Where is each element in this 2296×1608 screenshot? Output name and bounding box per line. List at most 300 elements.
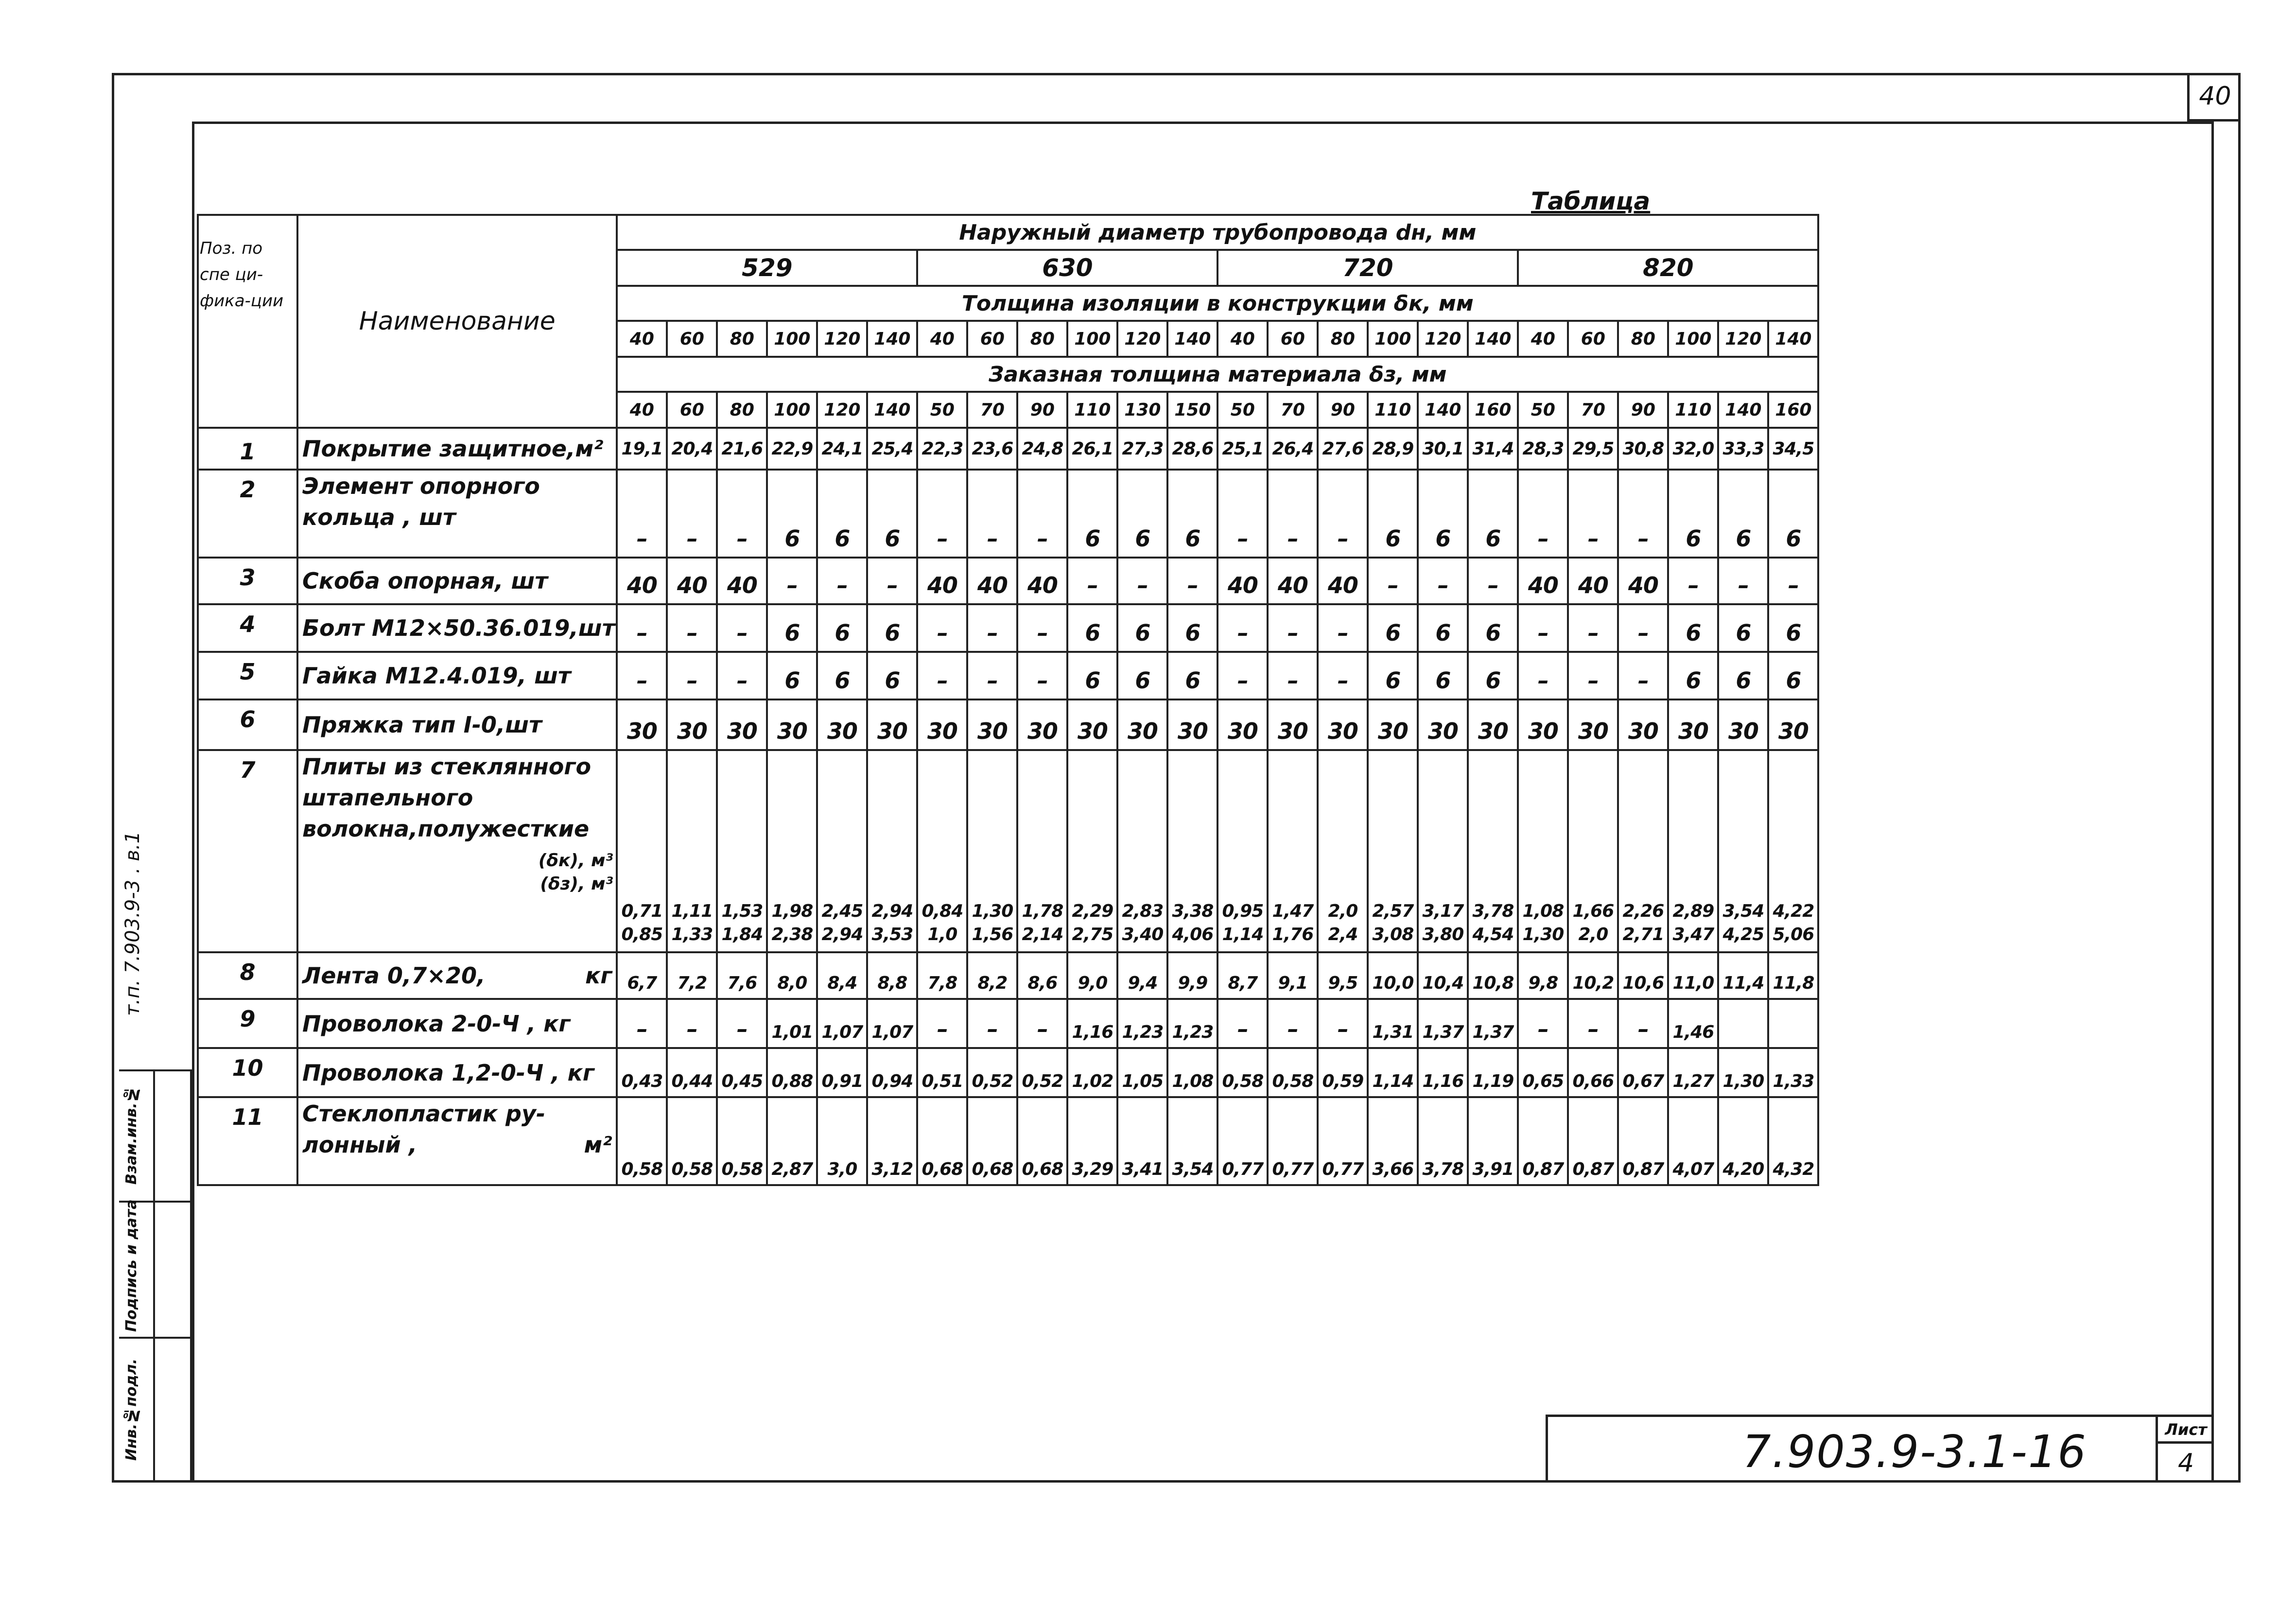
table-cell: –	[1418, 558, 1468, 604]
row-sub-unit-k: (δк), м³	[538, 851, 613, 871]
table-cell: 0,77	[1268, 1097, 1318, 1185]
cell-value-k: 0,95	[1222, 901, 1264, 921]
table-cell: 10,2	[1568, 952, 1618, 999]
header-thickness-value: 100	[767, 321, 817, 357]
table-cell: 1,23	[1167, 999, 1218, 1048]
table-cell: 40	[1318, 558, 1368, 604]
table-cell: 6	[1468, 470, 1518, 558]
table-cell: –	[617, 999, 667, 1048]
table-cell: –	[767, 558, 817, 604]
side-code: т.п. 7.903.9-3 . в.1	[122, 831, 144, 1016]
table-cell	[1468, 750, 1518, 952]
table-cell: –	[1017, 652, 1067, 699]
cell-value-z: 1,30	[1522, 925, 1564, 944]
table-row	[198, 952, 1818, 999]
table-cell	[1568, 750, 1618, 952]
table-cell: 6	[1418, 652, 1468, 699]
table-cell	[1718, 999, 1768, 1048]
header-order-value: 130	[1117, 392, 1167, 428]
cell-value-z: 3,40	[1122, 925, 1164, 944]
table-cell: 1,16	[1418, 1048, 1468, 1097]
table-cell: –	[967, 652, 1017, 699]
table-cell: 6	[1768, 652, 1818, 699]
cell-value-k: 2,29	[1072, 901, 1113, 921]
table-cell: 6	[1167, 604, 1218, 652]
cell-value-z: 3,47	[1672, 925, 1714, 944]
header-order-value: 110	[1067, 392, 1117, 428]
header-thickness-value: 60	[967, 321, 1017, 357]
table-cell: 30	[1418, 699, 1468, 750]
table-cell: 3,91	[1468, 1097, 1518, 1185]
cell-value-k: 1,53	[721, 901, 763, 921]
cell-value-k: 2,89	[1672, 901, 1714, 921]
table-cell: 6	[1067, 470, 1117, 558]
header-order-value: 90	[1017, 392, 1067, 428]
cell-value-z: 2,38	[771, 925, 813, 944]
row-name-text: Гайка М12.4.019, шт	[302, 663, 571, 689]
cell-value-k: 1,98	[771, 901, 813, 921]
cell-value-z: 1,84	[721, 925, 763, 944]
side-stamp-strip	[119, 1069, 192, 1483]
table-cell: 6	[1668, 652, 1718, 699]
cell-value-k: 1,11	[671, 901, 713, 921]
table-cell: 6	[1418, 604, 1468, 652]
table-cell: 6	[817, 604, 867, 652]
table-cell: –	[667, 999, 717, 1048]
header-thickness-value: 60	[1268, 321, 1318, 357]
header-thickness-value: 100	[1067, 321, 1117, 357]
row-position: 4	[198, 604, 297, 652]
table-cell: –	[717, 652, 767, 699]
table-cell: 0,77	[1318, 1097, 1368, 1185]
header-order-value: 70	[967, 392, 1017, 428]
row-position: 10	[198, 1048, 297, 1097]
header-insulation-thickness: Толщина изоляции в конструкции δк, мм	[617, 286, 1818, 321]
table-cell: 30	[1067, 699, 1117, 750]
header-thickness-value: 120	[1418, 321, 1468, 357]
header-thickness-value: 40	[617, 321, 667, 357]
table-cell: 1,07	[817, 999, 867, 1048]
row-name-text: Пряжка тип I-0,шт	[302, 712, 542, 738]
table-cell: –	[1518, 470, 1568, 558]
table-cell: –	[967, 470, 1017, 558]
header-thickness-value: 60	[1568, 321, 1618, 357]
table-cell: –	[1718, 558, 1768, 604]
table-cell: 30,8	[1618, 428, 1668, 470]
table-cell: 0,66	[1568, 1048, 1618, 1097]
table-cell: 0,87	[1518, 1097, 1568, 1185]
table-cell: 9,8	[1518, 952, 1568, 999]
table-cell	[967, 750, 1017, 952]
table-cell: –	[1368, 558, 1418, 604]
table-cell: 0,68	[967, 1097, 1017, 1185]
table-cell: –	[1017, 999, 1067, 1048]
table-cell: 0,68	[917, 1097, 967, 1185]
header-diameter: 720	[1218, 250, 1518, 286]
table-cell	[917, 750, 967, 952]
table-cell: 6	[1668, 470, 1718, 558]
table-cell: 30	[617, 699, 667, 750]
table-cell: –	[617, 604, 667, 652]
table-cell: 30	[967, 699, 1017, 750]
table-cell: 4,07	[1668, 1097, 1718, 1185]
table-cell: 6	[1718, 652, 1768, 699]
cell-value-k: 1,08	[1522, 901, 1564, 921]
table-row	[198, 1048, 1818, 1097]
table-cell	[1618, 750, 1668, 952]
header-order-value: 70	[1268, 392, 1318, 428]
cell-value-z: 3,08	[1372, 925, 1414, 944]
table-cell: 6	[1167, 652, 1218, 699]
table-cell: 30	[1117, 699, 1167, 750]
table-cell: 20,4	[667, 428, 717, 470]
table-cell: –	[967, 604, 1017, 652]
header-order-value: 160	[1768, 392, 1818, 428]
header-diameter: 529	[617, 250, 917, 286]
table-cell: 40	[1017, 558, 1067, 604]
table-cell: 30,1	[1418, 428, 1468, 470]
table-cell: –	[1518, 999, 1568, 1048]
table-cell	[717, 750, 767, 952]
cell-value-z: 4,54	[1472, 925, 1514, 944]
table-cell: 6	[867, 652, 917, 699]
cell-value-z: 0,85	[621, 925, 663, 944]
table-cell: –	[1518, 604, 1568, 652]
header-order-value: 60	[667, 392, 717, 428]
table-cell: –	[1618, 604, 1668, 652]
row-position: 6	[198, 699, 297, 750]
table-cell: 3,29	[1067, 1097, 1117, 1185]
table-row	[198, 558, 1818, 604]
row-name	[297, 470, 617, 558]
header-order-value: 50	[1218, 392, 1268, 428]
row-name-text: Скоба опорная, шт	[302, 568, 548, 594]
table-cell: 6	[1468, 652, 1518, 699]
table-cell: 10,0	[1368, 952, 1418, 999]
table-cell: 4,32	[1768, 1097, 1818, 1185]
table-row	[198, 699, 1818, 750]
header-order-value: 110	[1668, 392, 1718, 428]
header-order-value: 50	[1518, 392, 1568, 428]
table-cell: 40	[617, 558, 667, 604]
header-thickness-value: 40	[1218, 321, 1268, 357]
table-cell: –	[1218, 999, 1268, 1048]
row-sub-unit-z: (δз), м³	[540, 874, 613, 894]
table-cell	[867, 750, 917, 952]
table-cell: 6	[1718, 604, 1768, 652]
header-order-value: 120	[817, 392, 867, 428]
header-order-value: 110	[1368, 392, 1418, 428]
row-position: 9	[198, 999, 297, 1048]
table-cell: 1,33	[1768, 1048, 1818, 1097]
header-thickness-value: 100	[1368, 321, 1418, 357]
table-cell: –	[867, 558, 917, 604]
table-cell	[1218, 750, 1268, 952]
header-thickness-value: 120	[817, 321, 867, 357]
table-cell: 11,4	[1718, 952, 1768, 999]
table-cell: 21,6	[717, 428, 767, 470]
row-name	[297, 999, 617, 1048]
table-cell: 1,30	[1718, 1048, 1768, 1097]
table-cell: 1,07	[867, 999, 917, 1048]
table-cell: 7,2	[667, 952, 717, 999]
table-cell: –	[667, 470, 717, 558]
specification-table	[197, 214, 1819, 1186]
cell-value-z: 3,53	[871, 925, 913, 944]
table-cell: 8,7	[1218, 952, 1268, 999]
table-cell: 30	[817, 699, 867, 750]
cell-value-z: 1,14	[1222, 925, 1264, 944]
table-cell: 30	[1017, 699, 1067, 750]
table-caption: Таблица	[1531, 187, 1651, 215]
table-cell: –	[1117, 558, 1167, 604]
table-cell: 30	[1268, 699, 1318, 750]
header-name: Наименование	[297, 215, 617, 428]
row-position: 5	[198, 652, 297, 699]
table-cell: 0,91	[817, 1048, 867, 1097]
table-cell: 32,0	[1668, 428, 1718, 470]
table-cell	[617, 750, 667, 952]
table-cell: 0,87	[1568, 1097, 1618, 1185]
cell-value-k: 2,83	[1122, 901, 1164, 921]
table-cell: 40	[1218, 558, 1268, 604]
table-cell: 27,3	[1117, 428, 1167, 470]
table-cell: 1,46	[1668, 999, 1718, 1048]
table-cell: 6	[1418, 470, 1468, 558]
table-cell: 0,58	[717, 1097, 767, 1185]
table-cell: 40	[717, 558, 767, 604]
header-order-value: 140	[867, 392, 917, 428]
header-order-value: 140	[1418, 392, 1468, 428]
table-cell: 6	[1167, 470, 1218, 558]
row-position: 7	[198, 750, 297, 952]
row-name-text: Болт М12×50.36.019,шт	[302, 615, 615, 641]
header-order-value: 160	[1468, 392, 1518, 428]
table-cell: –	[1268, 652, 1318, 699]
table-cell: –	[917, 470, 967, 558]
table-cell: 9,4	[1117, 952, 1167, 999]
cell-value-z: 2,75	[1072, 925, 1113, 944]
table-cell: 30	[1518, 699, 1568, 750]
cell-value-k: 1,66	[1572, 901, 1614, 921]
table-cell: 0,51	[917, 1048, 967, 1097]
header-order-value: 90	[1318, 392, 1368, 428]
table-cell: 40	[1618, 558, 1668, 604]
table-cell: 1,23	[1117, 999, 1167, 1048]
table-cell: 0,44	[667, 1048, 717, 1097]
table-cell: 6	[1368, 604, 1418, 652]
table-cell: 9,9	[1167, 952, 1218, 999]
cell-value-k: 3,78	[1472, 901, 1514, 921]
table-cell: –	[667, 604, 717, 652]
header-thickness-value: 40	[917, 321, 967, 357]
table-cell	[1718, 750, 1768, 952]
row-unit: кг	[585, 962, 612, 989]
table-cell: 22,9	[767, 428, 817, 470]
row-name-text: Проволока 2-0-Ч , кг	[302, 1010, 571, 1037]
row-position: 3	[198, 558, 297, 604]
header-order-value: 150	[1167, 392, 1218, 428]
row-name	[297, 652, 617, 699]
cell-value-k: 2,0	[1328, 901, 1358, 921]
table-cell: –	[917, 652, 967, 699]
cell-value-k: 2,26	[1622, 901, 1664, 921]
cell-value-k: 2,94	[871, 901, 913, 921]
table-cell: 0,67	[1618, 1048, 1668, 1097]
cell-value-z: 2,94	[821, 925, 863, 944]
header-order-value: 90	[1618, 392, 1668, 428]
cell-value-z: 5,06	[1773, 925, 1814, 944]
header-thickness-value: 80	[717, 321, 767, 357]
table-cell: 29,5	[1568, 428, 1618, 470]
header-diameter: 630	[917, 250, 1218, 286]
table-cell	[767, 750, 817, 952]
table-cell: 6	[1668, 604, 1718, 652]
table-row	[198, 470, 1818, 558]
table-cell: –	[917, 604, 967, 652]
table-cell: 0,77	[1218, 1097, 1268, 1185]
header-order-value: 50	[917, 392, 967, 428]
header-order-thickness: Заказная толщина материала δз, мм	[617, 357, 1818, 392]
table-cell: 6	[1117, 470, 1167, 558]
row-name	[297, 604, 617, 652]
table-cell: –	[667, 652, 717, 699]
document-code: 7.903.9-3.1-16	[1742, 1426, 2087, 1478]
table-cell: –	[617, 652, 667, 699]
side-label-inventory: Инв.№подл.	[123, 1358, 140, 1461]
header-order-value: 100	[767, 392, 817, 428]
table-cell	[1268, 750, 1318, 952]
table-cell: 1,37	[1468, 999, 1518, 1048]
table-cell: 40	[1568, 558, 1618, 604]
table-cell: 3,0	[817, 1097, 867, 1185]
side-label-replacement: Взам.инв.№	[123, 1085, 140, 1185]
sheet-number: 4	[2177, 1449, 2194, 1478]
table-cell: 9,5	[1318, 952, 1368, 999]
table-cell: 1,19	[1468, 1048, 1518, 1097]
header-order-value: 80	[717, 392, 767, 428]
cell-value-k: 3,38	[1172, 901, 1214, 921]
table-cell: 28,9	[1368, 428, 1418, 470]
cell-value-k: 1,47	[1272, 901, 1314, 921]
table-cell: 6	[817, 652, 867, 699]
table-cell: 0,87	[1618, 1097, 1668, 1185]
table-cell: –	[1318, 652, 1368, 699]
table-cell: 40	[1268, 558, 1318, 604]
header-thickness-value: 140	[867, 321, 917, 357]
cell-value-k: 3,54	[1722, 901, 1764, 921]
cell-value-z: 4,25	[1722, 925, 1764, 944]
cell-value-z: 2,4	[1328, 925, 1358, 944]
table-cell: –	[1017, 470, 1067, 558]
cell-value-z: 3,80	[1422, 925, 1464, 944]
table-cell: 6,7	[617, 952, 667, 999]
table-cell: –	[1017, 604, 1067, 652]
table-cell: 9,0	[1067, 952, 1117, 999]
header-thickness-value: 120	[1718, 321, 1768, 357]
table-cell: 10,6	[1618, 952, 1668, 999]
table-cell: 30	[1768, 699, 1818, 750]
table-cell: –	[817, 558, 867, 604]
row-position: 8	[198, 952, 297, 999]
table-cell: 3,41	[1117, 1097, 1167, 1185]
table-cell: 30	[1668, 699, 1718, 750]
row-position: 11	[198, 1097, 297, 1185]
cell-value-k: 2,45	[821, 901, 863, 921]
table-cell: 24,8	[1017, 428, 1067, 470]
table-cell: 0,94	[867, 1048, 917, 1097]
table-cell: 0,58	[1268, 1048, 1318, 1097]
row-name-text: Проволока 1,2-0-Ч , кг	[302, 1059, 594, 1086]
table-cell: 6	[1368, 652, 1418, 699]
row-name	[297, 750, 617, 952]
table-cell: 25,1	[1218, 428, 1268, 470]
cell-value-z: 2,71	[1622, 925, 1664, 944]
table-cell: –	[1268, 999, 1318, 1048]
table-cell: 30	[717, 699, 767, 750]
table-cell: 26,4	[1268, 428, 1318, 470]
cell-value-z: 2,14	[1022, 925, 1063, 944]
table-cell: –	[717, 470, 767, 558]
table-cell: –	[1218, 604, 1268, 652]
table-cell	[1518, 750, 1568, 952]
table-cell: 6	[1117, 652, 1167, 699]
table-cell: 30	[1167, 699, 1218, 750]
table-cell: 6	[1368, 470, 1418, 558]
table-cell: 0,58	[617, 1097, 667, 1185]
cell-value-k: 2,57	[1372, 901, 1414, 921]
row-name	[297, 952, 617, 999]
cell-value-z: 1,33	[671, 925, 713, 944]
table-cell: 6	[767, 470, 817, 558]
table-cell: –	[1468, 558, 1518, 604]
table-cell: 8,4	[817, 952, 867, 999]
header-thickness-value: 80	[1618, 321, 1668, 357]
table-cell	[1768, 750, 1818, 952]
table-cell	[1668, 750, 1718, 952]
table-cell: 6	[1768, 470, 1818, 558]
row-name	[297, 1048, 617, 1097]
table-cell: –	[1668, 558, 1718, 604]
table-cell: 1,31	[1368, 999, 1418, 1048]
table-cell	[1067, 750, 1117, 952]
table-cell: 10,8	[1468, 952, 1518, 999]
row-name-text: Плиты из стеклянного штапельного волокна,полужесткие	[302, 753, 591, 842]
header-order-value: 70	[1568, 392, 1618, 428]
table-cell: –	[1268, 470, 1318, 558]
table-cell	[1017, 750, 1067, 952]
table-cell: –	[1568, 652, 1618, 699]
table-cell	[1768, 999, 1818, 1048]
header-order-value: 140	[1718, 392, 1768, 428]
table-cell: 11,0	[1668, 952, 1718, 999]
header-diameter: 820	[1518, 250, 1818, 286]
table-cell: 0,58	[667, 1097, 717, 1185]
table-cell: 40	[1518, 558, 1568, 604]
table-cell: 30	[1218, 699, 1268, 750]
table-cell: –	[1618, 470, 1668, 558]
header-thickness-value: 140	[1768, 321, 1818, 357]
side-label-signature: Подпись и дата	[123, 1199, 140, 1332]
row-name-text: Лента 0,7×20,	[302, 962, 486, 989]
table-cell: –	[1568, 604, 1618, 652]
table-cell	[1167, 750, 1218, 952]
header-position: Поз. по спе ци-фика-ции	[198, 215, 297, 428]
table-cell: 0,45	[717, 1048, 767, 1097]
table-cell: –	[1318, 999, 1368, 1048]
table-cell: 3,12	[867, 1097, 917, 1185]
row-position: 2	[198, 470, 297, 558]
